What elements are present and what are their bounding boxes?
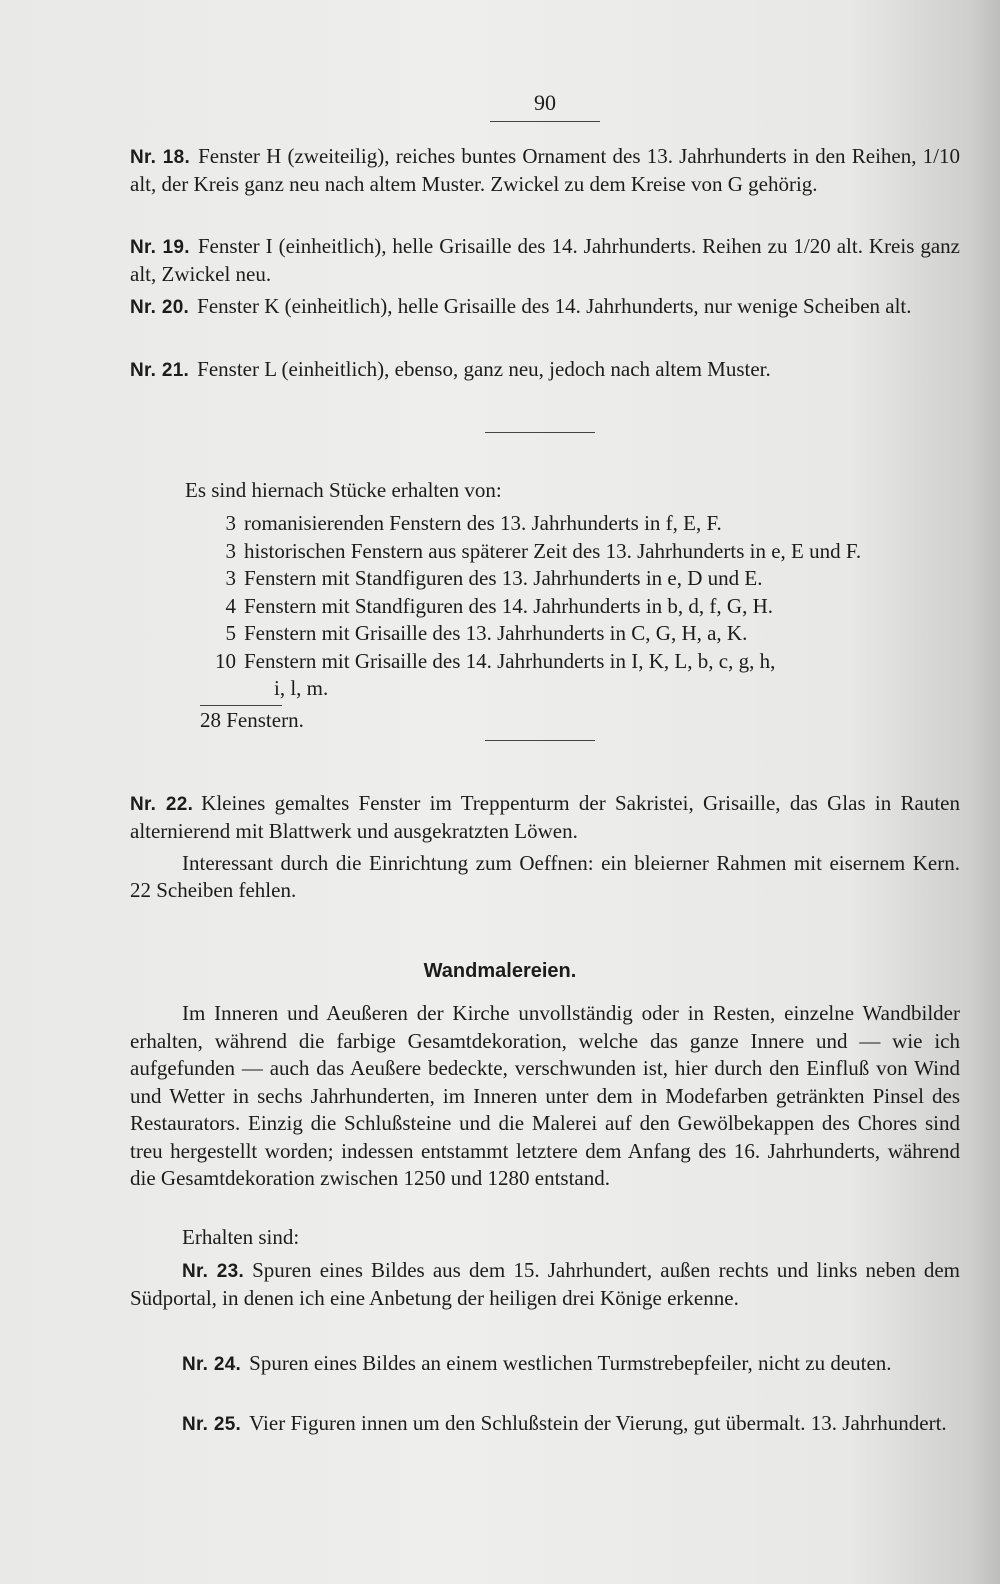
page-number: 90 <box>534 90 556 115</box>
entry-number: Nr. 24. <box>182 1354 242 1375</box>
summary-total: 28 Fenstern. <box>200 708 304 732</box>
summary-text: Fenstern mit Standfiguren des 13. Jahrhunderts in e, D und E. <box>244 566 763 590</box>
entry-text: Vier Figuren innen um den Schlußstein der Vierung, gut übermalt. 13. Jahrhundert. <box>249 1411 947 1435</box>
entry-number: Nr. 22. <box>130 794 194 815</box>
summary-text: Fenstern mit Standfiguren des 14. Jahrhunderts in b, d, f, G, H. <box>244 593 774 618</box>
summary-count: 3 <box>225 511 236 535</box>
entry-22-note: Interessant durch die Einrichtung zum Oeffnen: ein bleierner Rahmen mit eisernem Kern. 22 Scheiben fehlen. <box>130 851 960 902</box>
entry-text: Fenster K (einheitlich), helle Grisaille des 14. Jahrhunderts, nur wenige Scheiben alt. <box>197 294 912 318</box>
page-number-rule <box>490 121 600 122</box>
entry-24 <box>130 1350 960 1378</box>
entry-number: Nr. 20. <box>130 297 190 318</box>
summary-intro: Es sind hiernach Stücke erhalten von: <box>185 478 502 502</box>
sum-rule <box>200 705 282 706</box>
summary-count: 10 <box>215 648 236 673</box>
summary-row <box>200 538 960 566</box>
entry-text: Spuren eines Bildes aus dem 15. Jahrhundert, außen rechts und links neben dem Südportal, in denen ich eine Anbetung der heiligen drei Könige erkenne. <box>130 1258 961 1310</box>
summary-row <box>200 593 960 621</box>
entry-25 <box>130 1410 960 1438</box>
summary-list <box>200 510 960 703</box>
summary-text: romanisierenden Fenstern des 13. Jahrhunderts in f, E, F. <box>244 511 722 535</box>
erhalten-label: Erhalten sind: <box>182 1225 300 1249</box>
section-heading: Wandmalereien. <box>423 960 577 982</box>
entry-number: Nr. 25. <box>182 1414 242 1435</box>
summary-text: historischen Fenstern aus späterer Zeit des 13. Jahrhunderts in e, E und F. <box>244 538 862 563</box>
entry-number: Nr. 19. <box>130 237 190 258</box>
summary-text: Fenstern mit Grisaille des 13. Jahrhunderts in C, G, H, a, K. <box>244 621 748 645</box>
entry-number: Nr. 21. <box>130 360 190 381</box>
summary-count: 3 <box>225 566 236 590</box>
summary-row <box>200 648 960 676</box>
intro-paragraph: Im Inneren und Aeußeren der Kirche unvollständig oder in Resten, einzelne Wandbilder erhalten, während die farbige Gesamtdekoration, welche das ganze Innere und — wie ich aufgefunden — auch das Aeußere bedeckte, verschwunden ist, hier durch den Einfluß von Wind und Wetter in sechs Jahrhunderten, im Inneren unter dem in Modefarben getränkten Pinsel des Restaurators. Einzig die Schlußsteine und die Malerei auf den Gewölbekappen des Chores sind treu hergestellt worden; indessen entstammt letztere dem Anfang des 16. Jahrhunderts, während die Gesamtdekoration zwischen 1250 und 1280 entstand. <box>130 1001 960 1190</box>
entry-number: Nr. 23. <box>182 1261 245 1282</box>
entry-text: Fenster L (einheitlich), ebenso, ganz neu, jedoch nach altem Muster. <box>197 357 771 381</box>
entry-19 <box>130 233 960 288</box>
summary-text: i, l, m. <box>274 676 329 700</box>
entry-text: Kleines gemaltes Fenster im Treppenturm der Sakristei, Grisaille, das Glas in Rauten alternierend mit Blattwerk und ausgekratzten Löwen. <box>130 791 960 843</box>
summary-count: 3 <box>225 538 236 563</box>
entry-number: Nr. 18. <box>130 147 191 168</box>
entry-text: Fenster I (einheitlich), helle Grisaille des 14. Jahrhunderts. Reihen zu 1/20 alt. Kreis ganz alt, Zwickel neu. <box>130 234 960 286</box>
summary-count: 5 <box>225 621 236 645</box>
entry-20 <box>130 293 960 321</box>
entry-21 <box>130 356 960 384</box>
section-divider <box>485 740 595 741</box>
summary-row <box>200 565 960 593</box>
summary-row-continuation <box>200 675 960 703</box>
summary-row <box>200 510 960 538</box>
entry-22 <box>130 790 960 845</box>
entry-18 <box>130 143 960 198</box>
summary-row <box>200 620 960 648</box>
entry-text: Fenster H (zweiteilig), reiches buntes Ornament des 13. Jahrhunderts in den Reihen, 1/10 alt, der Kreis ganz neu nach altem Muster. Zwickel zu dem Kreise von G gehörig. <box>130 144 960 196</box>
entry-23 <box>130 1257 960 1312</box>
summary-count: 4 <box>225 593 236 618</box>
entry-text: Spuren eines Bildes an einem westlichen Turmstrebepfeiler, nicht zu deuten. <box>249 1351 892 1375</box>
summary-text: Fenstern mit Grisaille des 14. Jahrhunderts in I, K, L, b, c, g, h, <box>244 648 776 673</box>
section-divider <box>485 432 595 433</box>
